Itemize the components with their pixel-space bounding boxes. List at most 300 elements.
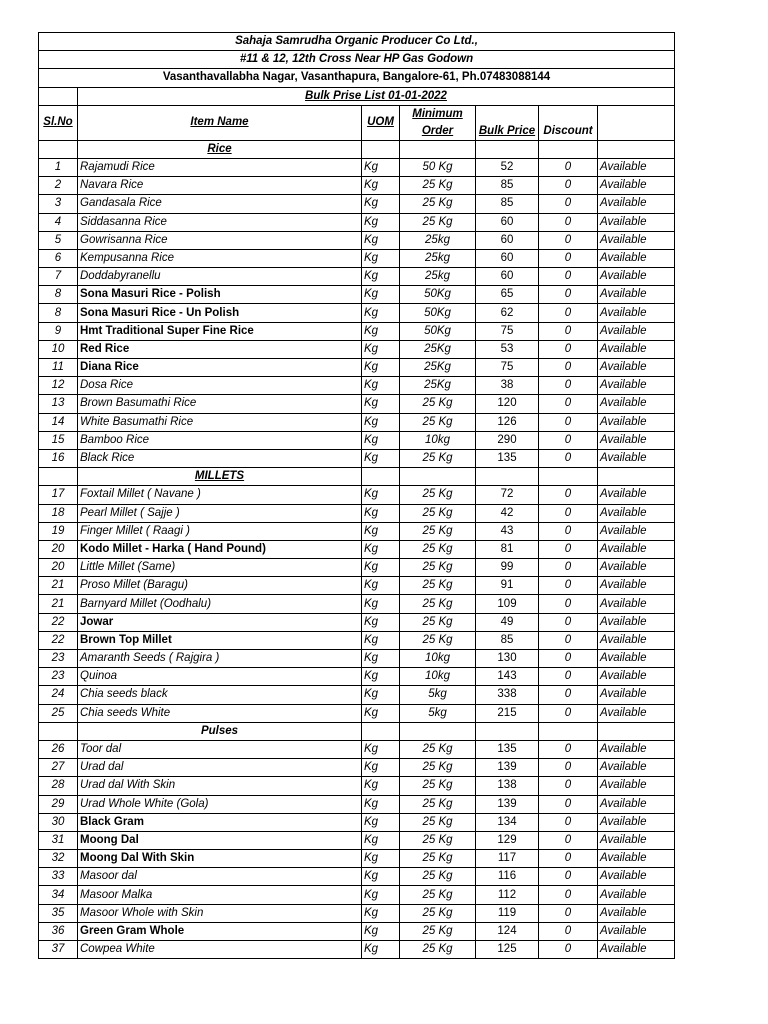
blank-cell xyxy=(598,468,675,486)
blank-cell xyxy=(598,722,675,740)
table-row xyxy=(39,413,675,431)
item-bulk-price: 338 xyxy=(476,686,539,704)
item-name: Chia seeds White xyxy=(78,704,362,722)
blank-cell xyxy=(39,722,78,740)
item-name: Barnyard Millet (Oodhalu) xyxy=(78,595,362,613)
item-discount: 0 xyxy=(539,322,598,340)
item-bulk-price: 49 xyxy=(476,613,539,631)
item-bulk-price: 126 xyxy=(476,413,539,431)
item-name: Rajamudi Rice xyxy=(78,158,362,176)
item-status: Available xyxy=(598,795,675,813)
item-minimum-order: 25 Kg xyxy=(400,522,476,540)
item-minimum-order: 25 Kg xyxy=(400,413,476,431)
blank-cell xyxy=(476,468,539,486)
item-slno: 23 xyxy=(39,668,78,686)
item-name: Quinoa xyxy=(78,668,362,686)
item-name: Navara Rice xyxy=(78,177,362,195)
item-status: Available xyxy=(598,249,675,267)
table-row xyxy=(39,431,675,449)
item-name: Sona Masuri Rice - Un Polish xyxy=(78,304,362,322)
item-uom: Kg xyxy=(362,286,400,304)
item-uom: Kg xyxy=(362,486,400,504)
item-discount: 0 xyxy=(539,359,598,377)
item-uom: Kg xyxy=(362,559,400,577)
item-discount: 0 xyxy=(539,650,598,668)
item-status: Available xyxy=(598,868,675,886)
item-minimum-order: 25kg xyxy=(400,268,476,286)
item-minimum-order: 25kg xyxy=(400,249,476,267)
item-discount: 0 xyxy=(539,850,598,868)
item-minimum-order: 25 Kg xyxy=(400,904,476,922)
item-uom: Kg xyxy=(362,359,400,377)
item-status: Available xyxy=(598,431,675,449)
item-uom: Kg xyxy=(362,377,400,395)
item-discount: 0 xyxy=(539,922,598,940)
item-name: Masoor Malka xyxy=(78,886,362,904)
item-name: Black Rice xyxy=(78,449,362,467)
table-row xyxy=(39,704,675,722)
item-name: Cowpea White xyxy=(78,941,362,959)
section-header-row xyxy=(39,140,675,158)
blank-cell xyxy=(476,722,539,740)
col-header-discount: Discount xyxy=(539,105,598,140)
item-name: Kempusanna Rice xyxy=(78,249,362,267)
item-slno: 3 xyxy=(39,195,78,213)
item-status: Available xyxy=(598,231,675,249)
table-row xyxy=(39,813,675,831)
item-uom: Kg xyxy=(362,304,400,322)
item-name: Moong Dal With Skin xyxy=(78,850,362,868)
item-discount: 0 xyxy=(539,268,598,286)
item-bulk-price: 117 xyxy=(476,850,539,868)
item-discount: 0 xyxy=(539,904,598,922)
item-slno: 16 xyxy=(39,449,78,467)
item-slno: 20 xyxy=(39,540,78,558)
item-bulk-price: 138 xyxy=(476,777,539,795)
item-minimum-order: 25Kg xyxy=(400,340,476,358)
col-header-minimum-order: Minimum Order xyxy=(400,105,476,140)
item-discount: 0 xyxy=(539,759,598,777)
item-uom: Kg xyxy=(362,886,400,904)
item-discount: 0 xyxy=(539,831,598,849)
item-uom: Kg xyxy=(362,941,400,959)
company-address-line2: Vasanthavallabha Nagar, Vasanthapura, Bangalore-61, Ph.07483088144 xyxy=(39,69,675,87)
table-row xyxy=(39,795,675,813)
item-slno: 8 xyxy=(39,286,78,304)
item-minimum-order: 25 Kg xyxy=(400,395,476,413)
item-slno: 19 xyxy=(39,522,78,540)
table-row xyxy=(39,686,675,704)
item-discount: 0 xyxy=(539,449,598,467)
item-slno: 34 xyxy=(39,886,78,904)
item-status: Available xyxy=(598,613,675,631)
item-minimum-order: 25 Kg xyxy=(400,795,476,813)
blank-cell xyxy=(362,140,400,158)
item-uom: Kg xyxy=(362,813,400,831)
item-name: White Basumathi Rice xyxy=(78,413,362,431)
item-name: Brown Basumathi Rice xyxy=(78,395,362,413)
item-uom: Kg xyxy=(362,740,400,758)
price-list-table xyxy=(38,32,675,959)
item-slno: 18 xyxy=(39,504,78,522)
item-status: Available xyxy=(598,813,675,831)
item-discount: 0 xyxy=(539,577,598,595)
item-status: Available xyxy=(598,213,675,231)
item-name: Gowrisanna Rice xyxy=(78,231,362,249)
blank-cell xyxy=(362,468,400,486)
item-bulk-price: 65 xyxy=(476,286,539,304)
item-status: Available xyxy=(598,922,675,940)
item-name: Diana Rice xyxy=(78,359,362,377)
table-row xyxy=(39,559,675,577)
item-uom: Kg xyxy=(362,577,400,595)
item-status: Available xyxy=(598,504,675,522)
section-title: MILLETS xyxy=(78,468,362,486)
item-status: Available xyxy=(598,577,675,595)
item-minimum-order: 5kg xyxy=(400,686,476,704)
item-slno: 7 xyxy=(39,268,78,286)
item-name: Proso Millet (Baragu) xyxy=(78,577,362,595)
item-discount: 0 xyxy=(539,377,598,395)
item-bulk-price: 129 xyxy=(476,831,539,849)
item-minimum-order: 25 Kg xyxy=(400,577,476,595)
item-discount: 0 xyxy=(539,631,598,649)
table-row xyxy=(39,504,675,522)
item-name: Masoor dal xyxy=(78,868,362,886)
item-status: Available xyxy=(598,904,675,922)
item-minimum-order: 25 Kg xyxy=(400,504,476,522)
table-row xyxy=(39,868,675,886)
item-bulk-price: 119 xyxy=(476,904,539,922)
item-slno: 29 xyxy=(39,795,78,813)
table-row xyxy=(39,850,675,868)
item-discount: 0 xyxy=(539,177,598,195)
item-bulk-price: 120 xyxy=(476,395,539,413)
item-slno: 13 xyxy=(39,395,78,413)
table-row xyxy=(39,213,675,231)
item-discount: 0 xyxy=(539,668,598,686)
item-discount: 0 xyxy=(539,886,598,904)
item-slno: 14 xyxy=(39,413,78,431)
table-row xyxy=(39,886,675,904)
item-bulk-price: 60 xyxy=(476,268,539,286)
item-bulk-price: 72 xyxy=(476,486,539,504)
item-status: Available xyxy=(598,759,675,777)
item-status: Available xyxy=(598,522,675,540)
item-bulk-price: 143 xyxy=(476,668,539,686)
item-slno: 6 xyxy=(39,249,78,267)
item-minimum-order: 25 Kg xyxy=(400,922,476,940)
item-uom: Kg xyxy=(362,595,400,613)
item-bulk-price: 85 xyxy=(476,631,539,649)
blank-cell xyxy=(539,468,598,486)
item-name: Pearl Millet ( Sajje ) xyxy=(78,504,362,522)
item-slno: 26 xyxy=(39,740,78,758)
blank-cell xyxy=(39,87,78,105)
item-status: Available xyxy=(598,413,675,431)
item-name: Hmt Traditional Super Fine Rice xyxy=(78,322,362,340)
item-name: Siddasanna Rice xyxy=(78,213,362,231)
item-name: Dosa Rice xyxy=(78,377,362,395)
table-row xyxy=(39,904,675,922)
item-uom: Kg xyxy=(362,904,400,922)
item-name: Bamboo Rice xyxy=(78,431,362,449)
item-name: Amaranth Seeds ( Rajgira ) xyxy=(78,650,362,668)
item-name: Little Millet (Same) xyxy=(78,559,362,577)
table-row xyxy=(39,522,675,540)
table-row xyxy=(39,759,675,777)
item-uom: Kg xyxy=(362,540,400,558)
item-uom: Kg xyxy=(362,177,400,195)
table-row xyxy=(39,249,675,267)
item-discount: 0 xyxy=(539,540,598,558)
col-header-slno: Sl.No xyxy=(39,105,78,140)
item-status: Available xyxy=(598,195,675,213)
col-header-item-name: Item Name xyxy=(78,105,362,140)
blank-cell xyxy=(362,722,400,740)
item-uom: Kg xyxy=(362,268,400,286)
item-uom: Kg xyxy=(362,213,400,231)
item-name: Urad dal With Skin xyxy=(78,777,362,795)
item-name: Masoor Whole with Skin xyxy=(78,904,362,922)
item-minimum-order: 25 Kg xyxy=(400,213,476,231)
item-bulk-price: 42 xyxy=(476,504,539,522)
item-discount: 0 xyxy=(539,686,598,704)
item-slno: 37 xyxy=(39,941,78,959)
item-status: Available xyxy=(598,668,675,686)
item-name: Black Gram xyxy=(78,813,362,831)
item-slno: 22 xyxy=(39,631,78,649)
table-row xyxy=(39,340,675,358)
item-name: Green Gram Whole xyxy=(78,922,362,940)
table-row xyxy=(39,613,675,631)
item-status: Available xyxy=(598,704,675,722)
item-uom: Kg xyxy=(362,249,400,267)
item-bulk-price: 135 xyxy=(476,449,539,467)
item-bulk-price: 124 xyxy=(476,922,539,940)
item-slno: 32 xyxy=(39,850,78,868)
item-discount: 0 xyxy=(539,395,598,413)
item-status: Available xyxy=(598,486,675,504)
item-status: Available xyxy=(598,177,675,195)
item-name: Gandasala Rice xyxy=(78,195,362,213)
item-bulk-price: 139 xyxy=(476,759,539,777)
item-status: Available xyxy=(598,286,675,304)
item-minimum-order: 25Kg xyxy=(400,359,476,377)
col-header-status xyxy=(598,105,675,140)
item-status: Available xyxy=(598,941,675,959)
item-name: Urad Whole White (Gola) xyxy=(78,795,362,813)
item-uom: Kg xyxy=(362,449,400,467)
blank-cell xyxy=(400,140,476,158)
item-slno: 10 xyxy=(39,340,78,358)
item-uom: Kg xyxy=(362,704,400,722)
item-minimum-order: 25 Kg xyxy=(400,595,476,613)
item-uom: Kg xyxy=(362,504,400,522)
item-discount: 0 xyxy=(539,504,598,522)
item-status: Available xyxy=(598,777,675,795)
item-uom: Kg xyxy=(362,777,400,795)
item-minimum-order: 50 Kg xyxy=(400,158,476,176)
table-row xyxy=(39,395,675,413)
item-bulk-price: 53 xyxy=(476,340,539,358)
item-minimum-order: 50Kg xyxy=(400,304,476,322)
item-status: Available xyxy=(598,650,675,668)
item-bulk-price: 60 xyxy=(476,231,539,249)
item-discount: 0 xyxy=(539,231,598,249)
item-uom: Kg xyxy=(362,668,400,686)
table-row xyxy=(39,831,675,849)
item-uom: Kg xyxy=(362,650,400,668)
item-name: Foxtail Millet ( Navane ) xyxy=(78,486,362,504)
item-uom: Kg xyxy=(362,431,400,449)
item-status: Available xyxy=(598,886,675,904)
item-minimum-order: 25 Kg xyxy=(400,540,476,558)
section-header-row xyxy=(39,468,675,486)
item-slno: 22 xyxy=(39,613,78,631)
item-slno: 4 xyxy=(39,213,78,231)
item-minimum-order: 50Kg xyxy=(400,286,476,304)
item-slno: 8 xyxy=(39,304,78,322)
item-status: Available xyxy=(598,322,675,340)
item-minimum-order: 25 Kg xyxy=(400,813,476,831)
item-discount: 0 xyxy=(539,195,598,213)
item-name: Moong Dal xyxy=(78,831,362,849)
section-title: Pulses xyxy=(78,722,362,740)
item-discount: 0 xyxy=(539,613,598,631)
item-name: Jowar xyxy=(78,613,362,631)
item-bulk-price: 139 xyxy=(476,795,539,813)
table-row xyxy=(39,304,675,322)
item-bulk-price: 43 xyxy=(476,522,539,540)
item-minimum-order: 50Kg xyxy=(400,322,476,340)
item-status: Available xyxy=(598,449,675,467)
item-bulk-price: 116 xyxy=(476,868,539,886)
item-discount: 0 xyxy=(539,941,598,959)
table-row xyxy=(39,195,675,213)
item-minimum-order: 25 Kg xyxy=(400,941,476,959)
item-bulk-price: 52 xyxy=(476,158,539,176)
item-status: Available xyxy=(598,850,675,868)
item-uom: Kg xyxy=(362,413,400,431)
table-row xyxy=(39,668,675,686)
item-uom: Kg xyxy=(362,686,400,704)
company-name: Sahaja Samrudha Organic Producer Co Ltd., xyxy=(39,33,675,51)
item-bulk-price: 81 xyxy=(476,540,539,558)
item-minimum-order: 10kg xyxy=(400,650,476,668)
item-slno: 9 xyxy=(39,322,78,340)
item-minimum-order: 5kg xyxy=(400,704,476,722)
table-row xyxy=(39,359,675,377)
item-bulk-price: 99 xyxy=(476,559,539,577)
item-minimum-order: 25 Kg xyxy=(400,886,476,904)
table-row xyxy=(39,595,675,613)
item-bulk-price: 290 xyxy=(476,431,539,449)
table-row xyxy=(39,650,675,668)
item-name: Chia seeds black xyxy=(78,686,362,704)
item-minimum-order: 10kg xyxy=(400,431,476,449)
item-bulk-price: 75 xyxy=(476,322,539,340)
item-name: Brown Top Millet xyxy=(78,631,362,649)
item-uom: Kg xyxy=(362,795,400,813)
item-minimum-order: 25 Kg xyxy=(400,777,476,795)
item-bulk-price: 134 xyxy=(476,813,539,831)
item-minimum-order: 25kg xyxy=(400,231,476,249)
blank-cell xyxy=(476,140,539,158)
item-bulk-price: 112 xyxy=(476,886,539,904)
item-uom: Kg xyxy=(362,868,400,886)
item-slno: 36 xyxy=(39,922,78,940)
table-row xyxy=(39,377,675,395)
blank-cell xyxy=(539,140,598,158)
item-uom: Kg xyxy=(362,831,400,849)
table-row xyxy=(39,231,675,249)
col-header-bulk-price: Bulk Price xyxy=(476,105,539,140)
item-minimum-order: 25 Kg xyxy=(400,559,476,577)
item-minimum-order: 25 Kg xyxy=(400,850,476,868)
item-minimum-order: 25 Kg xyxy=(400,486,476,504)
table-row xyxy=(39,922,675,940)
item-bulk-price: 60 xyxy=(476,249,539,267)
blank-cell xyxy=(400,722,476,740)
item-discount: 0 xyxy=(539,704,598,722)
item-minimum-order: 25 Kg xyxy=(400,631,476,649)
section-header-row xyxy=(39,722,675,740)
item-status: Available xyxy=(598,395,675,413)
item-discount: 0 xyxy=(539,413,598,431)
item-uom: Kg xyxy=(362,850,400,868)
item-bulk-price: 125 xyxy=(476,941,539,959)
item-minimum-order: 25 Kg xyxy=(400,449,476,467)
item-status: Available xyxy=(598,304,675,322)
item-discount: 0 xyxy=(539,213,598,231)
item-discount: 0 xyxy=(539,740,598,758)
item-discount: 0 xyxy=(539,249,598,267)
item-slno: 21 xyxy=(39,577,78,595)
item-bulk-price: 109 xyxy=(476,595,539,613)
item-minimum-order: 25 Kg xyxy=(400,740,476,758)
table-row xyxy=(39,631,675,649)
item-uom: Kg xyxy=(362,322,400,340)
item-slno: 17 xyxy=(39,486,78,504)
item-minimum-order: 25 Kg xyxy=(400,177,476,195)
item-bulk-price: 60 xyxy=(476,213,539,231)
item-discount: 0 xyxy=(539,559,598,577)
item-name: Doddabyranellu xyxy=(78,268,362,286)
table-row xyxy=(39,268,675,286)
table-row xyxy=(39,449,675,467)
item-bulk-price: 215 xyxy=(476,704,539,722)
blank-cell xyxy=(39,468,78,486)
item-status: Available xyxy=(598,631,675,649)
item-slno: 11 xyxy=(39,359,78,377)
company-address-line1: #11 & 12, 12th Cross Near HP Gas Godown xyxy=(39,51,675,69)
item-uom: Kg xyxy=(362,340,400,358)
item-status: Available xyxy=(598,686,675,704)
blank-cell xyxy=(39,140,78,158)
item-status: Available xyxy=(598,158,675,176)
item-discount: 0 xyxy=(539,595,598,613)
item-minimum-order: 25Kg xyxy=(400,377,476,395)
item-status: Available xyxy=(598,831,675,849)
item-discount: 0 xyxy=(539,868,598,886)
table-row xyxy=(39,777,675,795)
item-status: Available xyxy=(598,268,675,286)
item-status: Available xyxy=(598,740,675,758)
item-slno: 25 xyxy=(39,704,78,722)
blank-cell xyxy=(598,140,675,158)
item-uom: Kg xyxy=(362,522,400,540)
